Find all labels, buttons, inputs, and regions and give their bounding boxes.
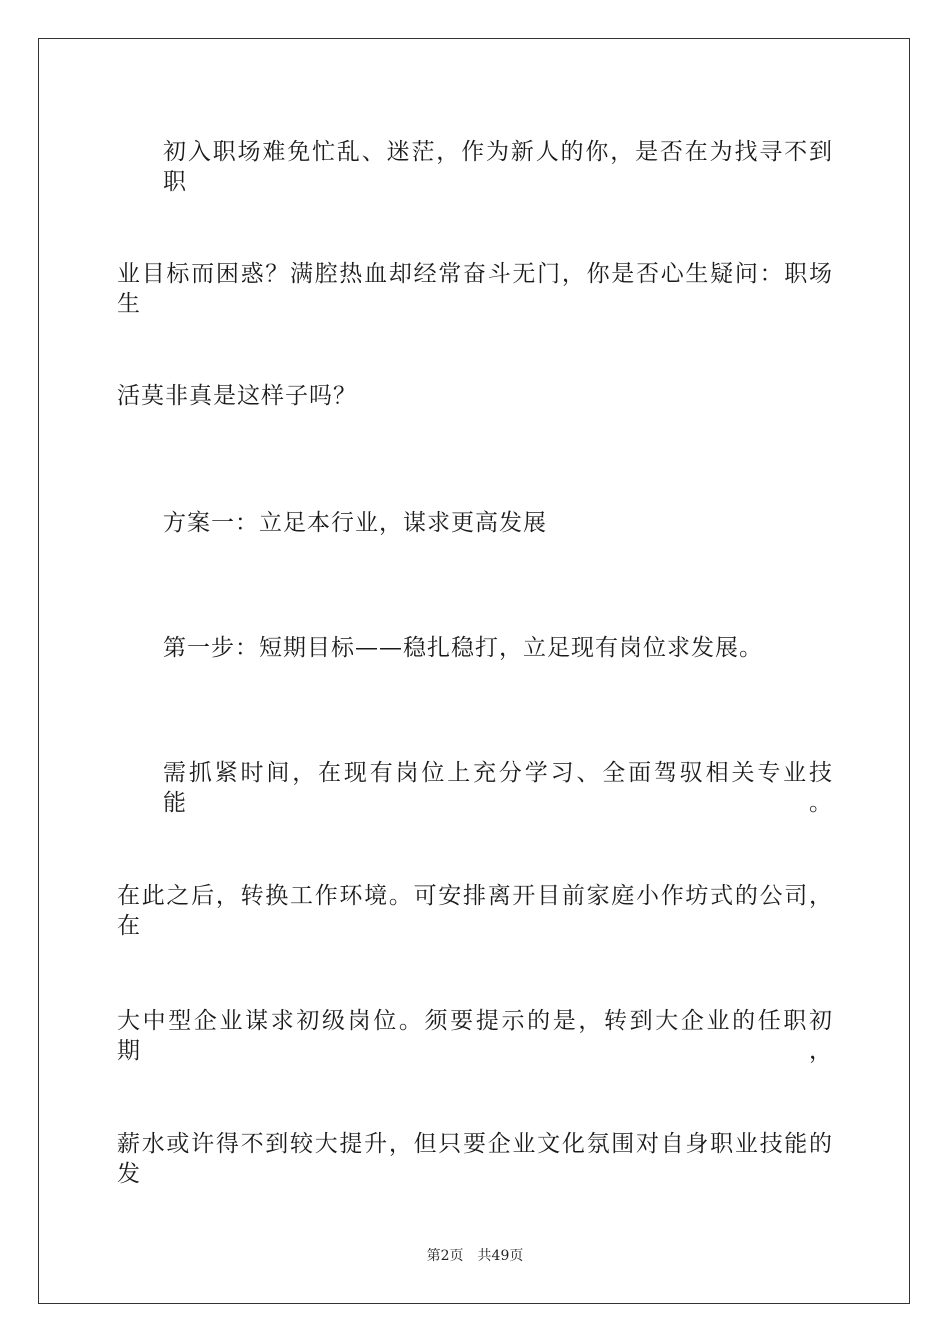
- page-total: 共49页: [477, 1248, 524, 1264]
- page-number: 第2页: [426, 1248, 464, 1264]
- page-border: [38, 38, 910, 1304]
- paragraph-line-2: 业目标而困惑？满腔热血却经常奋斗无门，你是否心生疑问：职场生: [117, 261, 833, 317]
- step-heading: 第一步：短期目标——稳扎稳打，立足现有岗位求发展。: [163, 635, 763, 661]
- paragraph-line-7: 薪水或许得不到较大提升，但只要企业文化氛围对自身职业技能的发: [117, 1131, 833, 1187]
- paragraph-line-4: 需抓紧时间，在现有岗位上充分学习、全面驾驭相关专业技能。: [163, 760, 833, 816]
- section-heading: 方案一：立足本行业，谋求更高发展: [163, 510, 547, 536]
- paragraph-line-3: 活莫非真是这样子吗？: [117, 383, 357, 409]
- paragraph-line-1: 初入职场难免忙乱、迷茫，作为新人的你，是否在为找寻不到职: [163, 139, 833, 195]
- paragraph-line-6: 大中型企业谋求初级岗位。须要提示的是，转到大企业的任职初期，: [117, 1008, 833, 1064]
- paragraph-line-5: 在此之后，转换工作环境。可安排离开目前家庭小作坊式的公司，在: [117, 883, 833, 939]
- page-footer: [0, 1247, 950, 1265]
